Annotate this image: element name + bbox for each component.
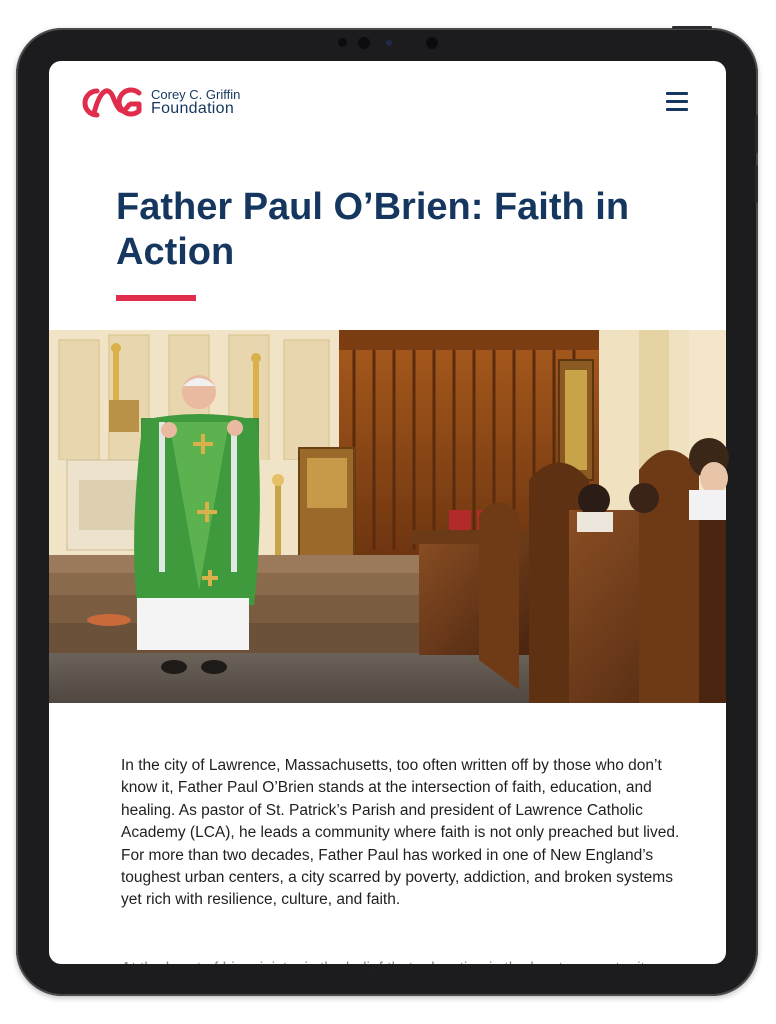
camera-lens bbox=[358, 37, 370, 49]
camera-dot bbox=[338, 38, 347, 47]
power-button bbox=[672, 26, 712, 29]
sensor-dot bbox=[386, 40, 392, 46]
hero-photo bbox=[49, 330, 726, 703]
article-paragraph: In the city of Lawrence, Massachusetts, too often written off by those who don’t know it, Father Paul O’Brien stands at the intersection of faith, education, and healing. As pastor of St. Patrick’s Parish and president of Lawrence Catholic Academy (LCA), he leads a community where faith is not only preached but lived. For more than two decades, Father Paul has worked in one of New England’s toughest urban centers, a city scarred by poverty, addiction, and broken systems yet rich with resilience, culture, and faith. bbox=[121, 757, 680, 909]
volume-button-2 bbox=[755, 165, 758, 203]
camera-dot-2 bbox=[426, 37, 438, 49]
cg-logo-icon bbox=[77, 83, 145, 123]
logo-text bbox=[151, 88, 240, 118]
logo-name-line2: Foundation bbox=[151, 100, 235, 118]
screen bbox=[49, 61, 726, 977]
article-paragraph-partial: At the heart of his ministry is the belief that education is the key to opportunity bbox=[121, 960, 653, 977]
logo-name-line1: Corey C. Griffin bbox=[151, 86, 241, 102]
title-accent-rule bbox=[116, 295, 196, 301]
hero-illustration bbox=[49, 330, 726, 703]
site-logo[interactable] bbox=[77, 83, 240, 123]
hamburger-menu-icon[interactable] bbox=[666, 92, 690, 112]
volume-button bbox=[755, 115, 758, 153]
article-title: Father Paul O’Brien: Faith in Action bbox=[116, 186, 630, 273]
